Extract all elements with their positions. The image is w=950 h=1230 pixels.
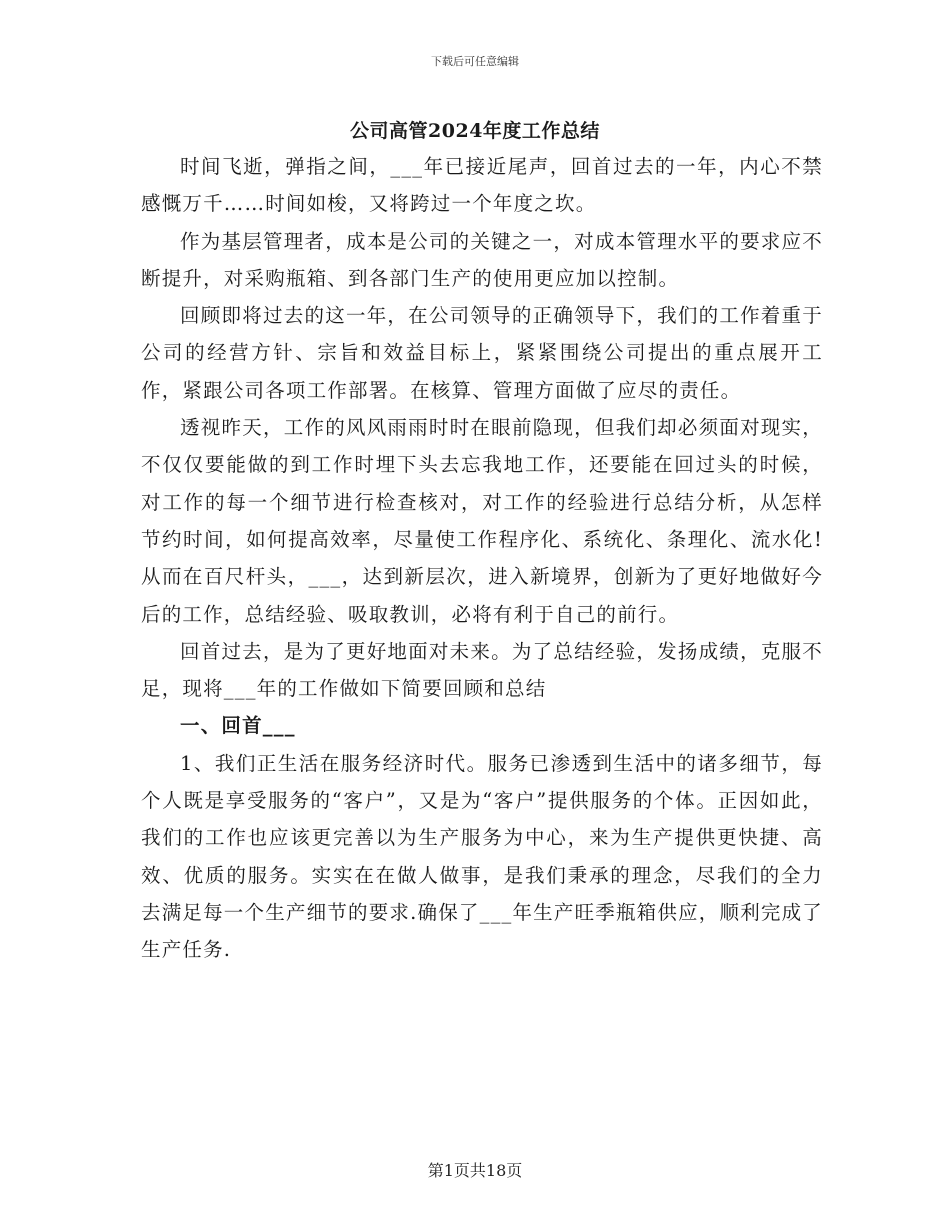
page-header-note: 下载后可任意编辑 xyxy=(431,55,519,68)
body-paragraph: 1、我们正生活在服务经济时代。服务已渗透到生活中的诸多细节，每个人既是享受服务的“客户”，又是为“客户”提供服务的个体。正因如此，我们的工作也应该更完善以为生产服务为中心，来为生产提供更快捷、高效、优质的服务。实实在在做人做事，是我们秉承的理念，尽我们的全力去满足每一个生产细节的要求.确保了___年生产旺季瓶箱供应，顺利完成了生产任务. xyxy=(141,751,823,962)
section-heading: 一、回首___ xyxy=(180,714,296,738)
body-paragraph: 作为基层管理者，成本是公司的关键之一，对成本管理水平的要求应不断提升，对采购瓶箱、到各部门生产的使用更应加以控制。 xyxy=(141,229,823,290)
body-paragraph: 回首过去，是为了更好地面对未来。为了总结经验，发扬成绩，克服不足，现将___年的工作做如下简要回顾和总结 xyxy=(141,639,823,701)
body-paragraph: 透视昨天，工作的风风雨雨时时在眼前隐现，但我们却必须面对现实，不仅仅要能做的到工作时埋下头去忘我地工作，还要能在回过头的时候，对工作的每一个细节进行检查核对，对工作的经验进行总结分析，从怎样节约时间，如何提高效率，尽量使工作程序化、系统化、条理化、流水化!从而在百尺杆头，___，达到新层次，进入新境界，创新为了更好地做好今后的工作，总结经验、吸取教训，必将有利于自己的前行。 xyxy=(141,416,823,626)
body-paragraph: 回顾即将过去的这一年，在公司领导的正确领导下，我们的工作着重于公司的经营方针、宗旨和效益目标上，紧紧围绕公司提出的重点展开工作，紧跟公司各项工作部署。在核算、管理方面做了应尽的责任。 xyxy=(141,304,823,402)
document-title: 公司高管2024年度工作总结 xyxy=(350,120,600,142)
body-paragraph: 时间飞逝，弹指之间，___年已接近尾声，回首过去的一年，内心不禁感慨万千……时间如梭，又将跨过一个年度之坎。 xyxy=(141,155,823,216)
document-body xyxy=(141,148,823,969)
page-number-footer: 第1页共18页 xyxy=(427,1161,523,1180)
